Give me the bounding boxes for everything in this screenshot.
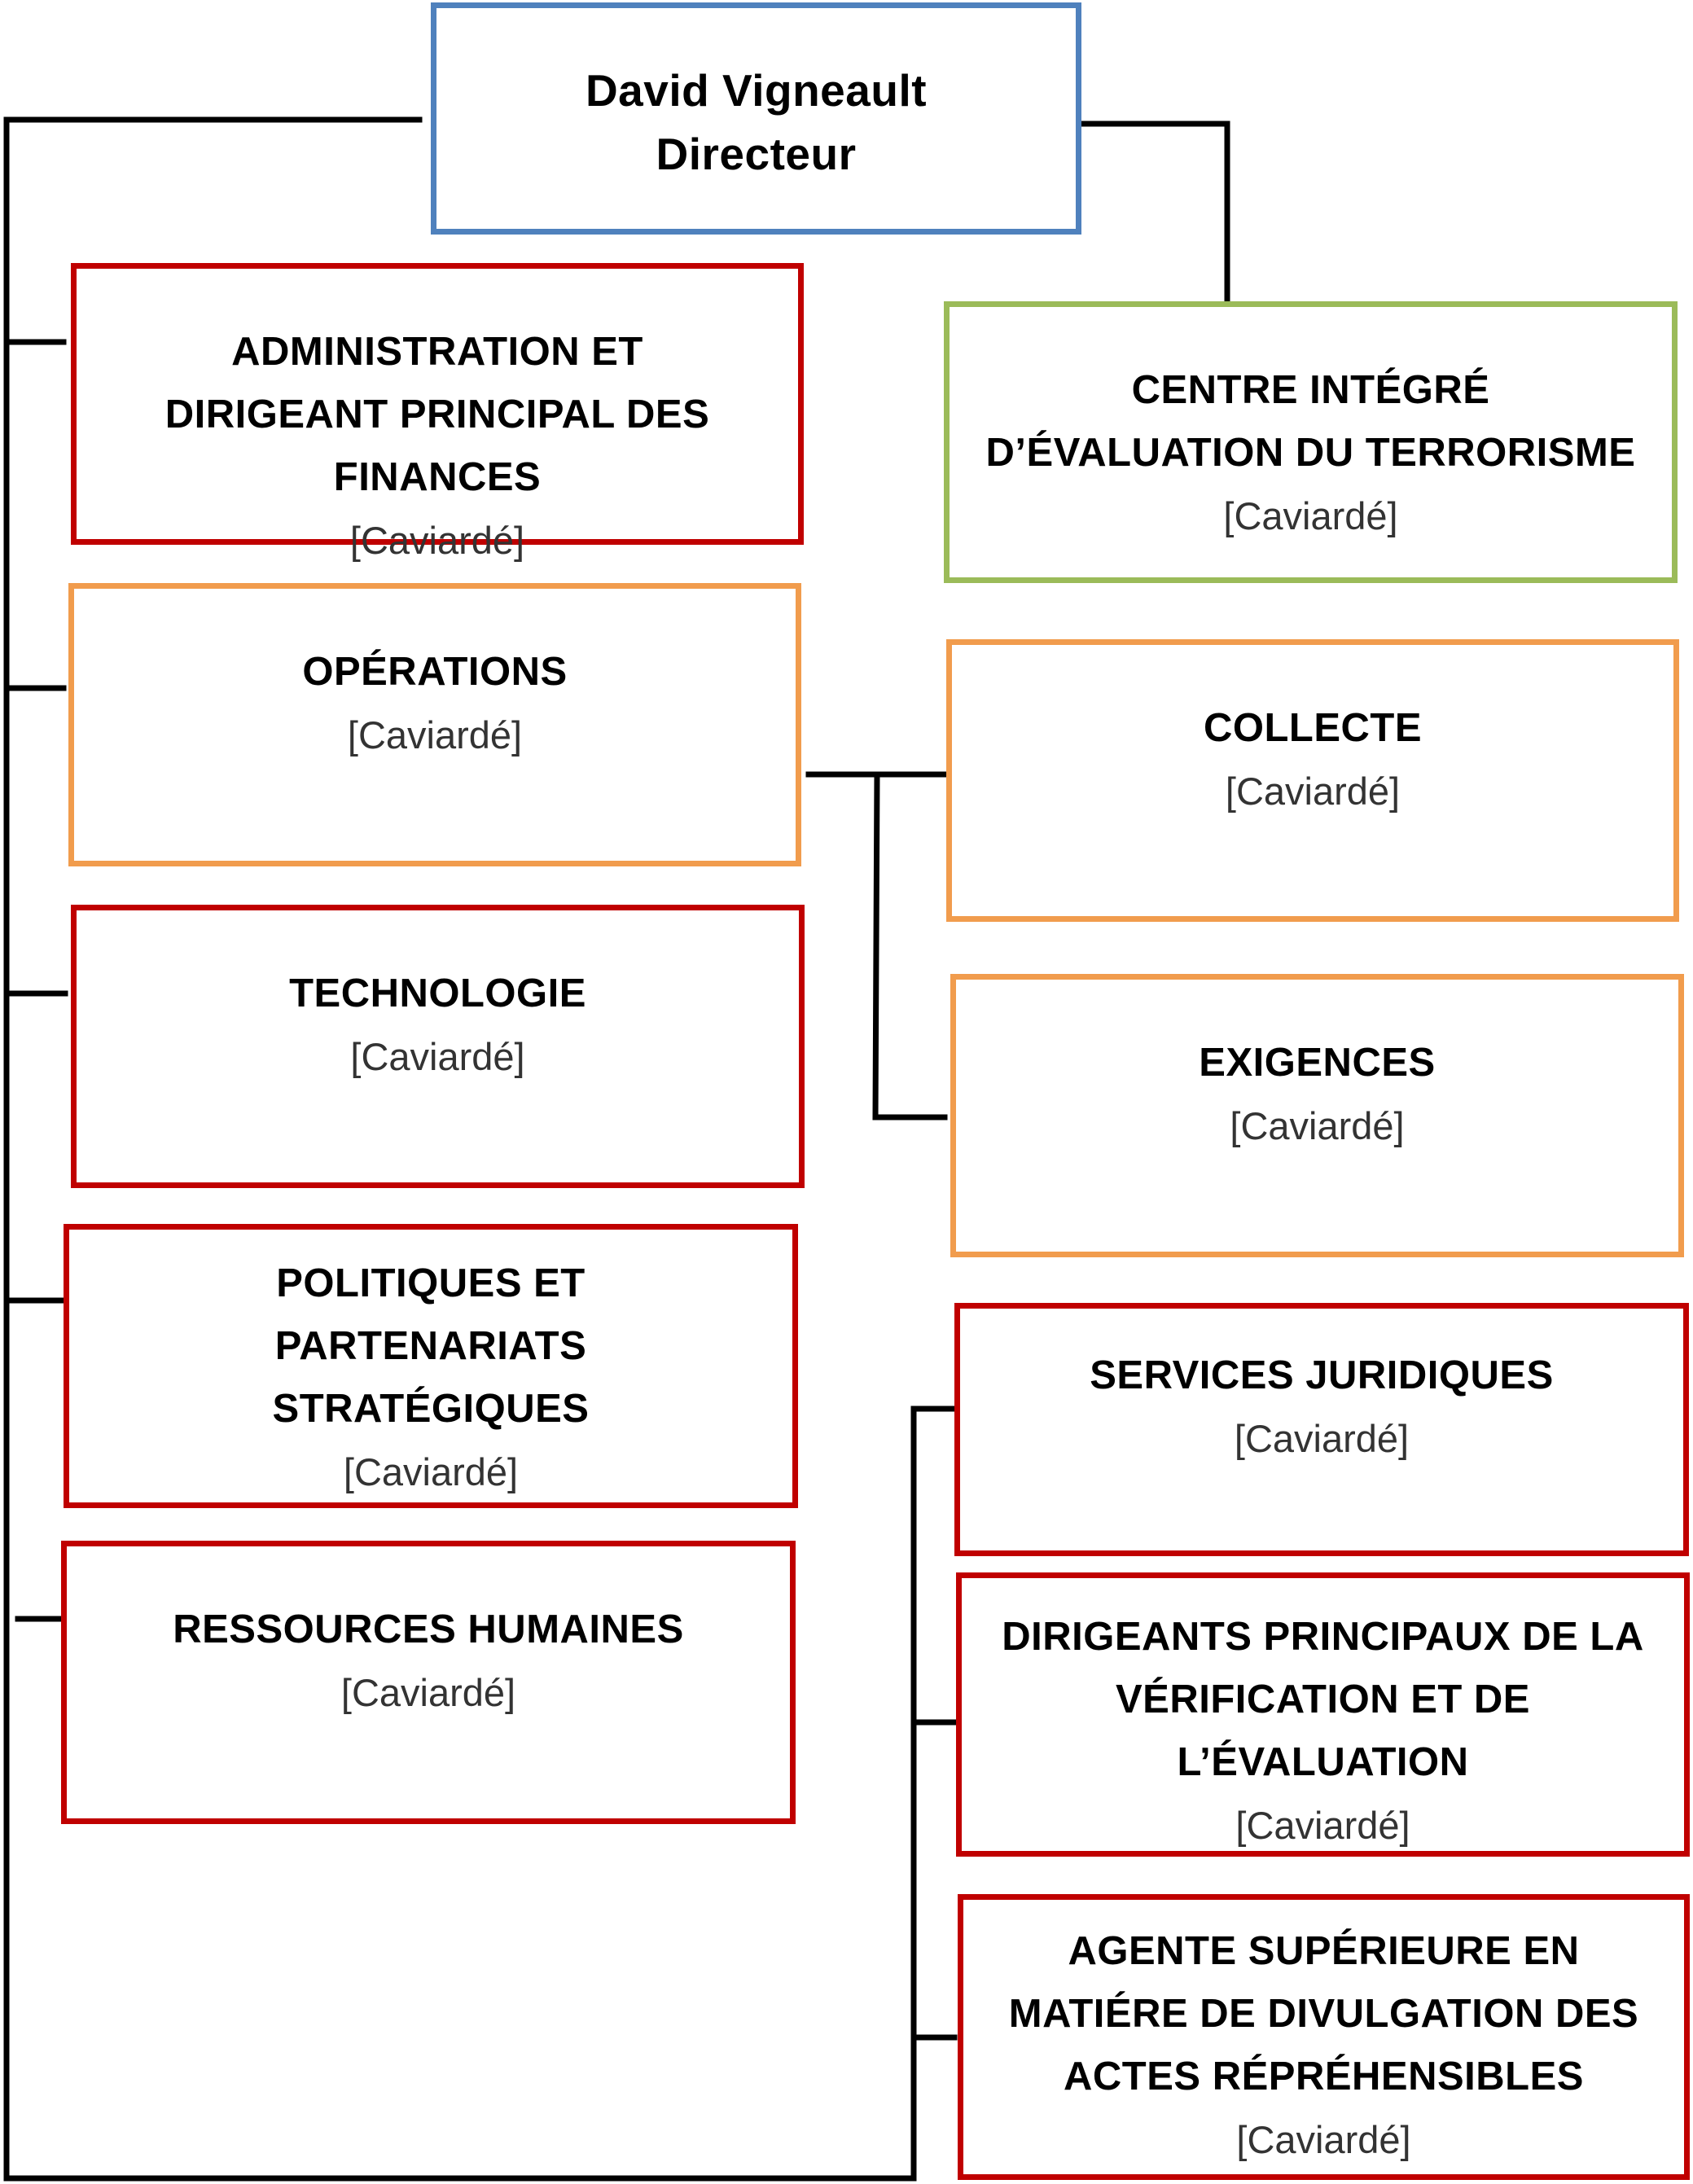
unit-rh xyxy=(61,1541,796,1824)
unit-status: [Caviardé] xyxy=(347,713,523,757)
unit-status: [Caviardé] xyxy=(1236,2118,1411,2161)
unit-admin xyxy=(71,263,804,562)
unit-title: OPÉRATIONS xyxy=(302,650,568,694)
unit-title: DIRIGEANTS PRINCIPAUX DE LA VÉRIFICATION ET DE L’ÉVALUATION xyxy=(1002,1615,1644,1784)
unit-politiques xyxy=(64,1224,798,1508)
unit-status: [Caviardé] xyxy=(1223,494,1398,537)
unit-verification xyxy=(956,1572,1690,1857)
unit-status: [Caviardé] xyxy=(1234,1417,1410,1460)
director-name: David Vigneault xyxy=(585,65,928,116)
unit-divulgation xyxy=(958,1894,1690,2180)
unit-title: CENTRE INTÉGRÉ D’ÉVALUATION DU TERRORISME xyxy=(985,368,1636,475)
unit-title: ADMINISTRATION ET DIRIGEANT PRINCIPAL DES FINANCES xyxy=(164,330,710,499)
unit-operations xyxy=(68,583,801,866)
unit-status: [Caviardé] xyxy=(349,519,525,562)
unit-title: AGENTE SUPÉRIEURE EN MATIÉRE DE DIVULGATION DES ACTES RÉPRÉHENSIBLES xyxy=(1008,1929,1639,2098)
unit-status: [Caviardé] xyxy=(340,1671,516,1714)
connector-director-right xyxy=(1083,124,1227,303)
unit-title: TECHNOLOGIE xyxy=(289,971,586,1015)
unit-title: COLLECTE xyxy=(1203,706,1423,750)
unit-status: [Caviardé] xyxy=(1225,770,1401,813)
unit-title: EXIGENCES xyxy=(1199,1041,1436,1085)
unit-collecte xyxy=(946,639,1679,922)
unit-exigences xyxy=(950,974,1684,1257)
unit-status: [Caviardé] xyxy=(350,1035,525,1078)
connector-operations-exigences xyxy=(875,774,945,1117)
unit-status: [Caviardé] xyxy=(1235,1804,1410,1847)
unit-status: [Caviardé] xyxy=(343,1450,519,1493)
director-box xyxy=(431,2,1081,235)
unit-status: [Caviardé] xyxy=(1230,1104,1405,1147)
unit-technologie xyxy=(71,905,805,1188)
unit-itac xyxy=(944,301,1678,583)
unit-title: RESSOURCES HUMAINES xyxy=(173,1607,684,1651)
unit-title: SERVICES JURIDIQUES xyxy=(1090,1353,1554,1397)
unit-title: POLITIQUES ET PARTENARIATS STRATÉGIQUES xyxy=(272,1261,590,1431)
director-title: Directeur xyxy=(656,129,857,179)
unit-juridiques xyxy=(954,1303,1689,1556)
